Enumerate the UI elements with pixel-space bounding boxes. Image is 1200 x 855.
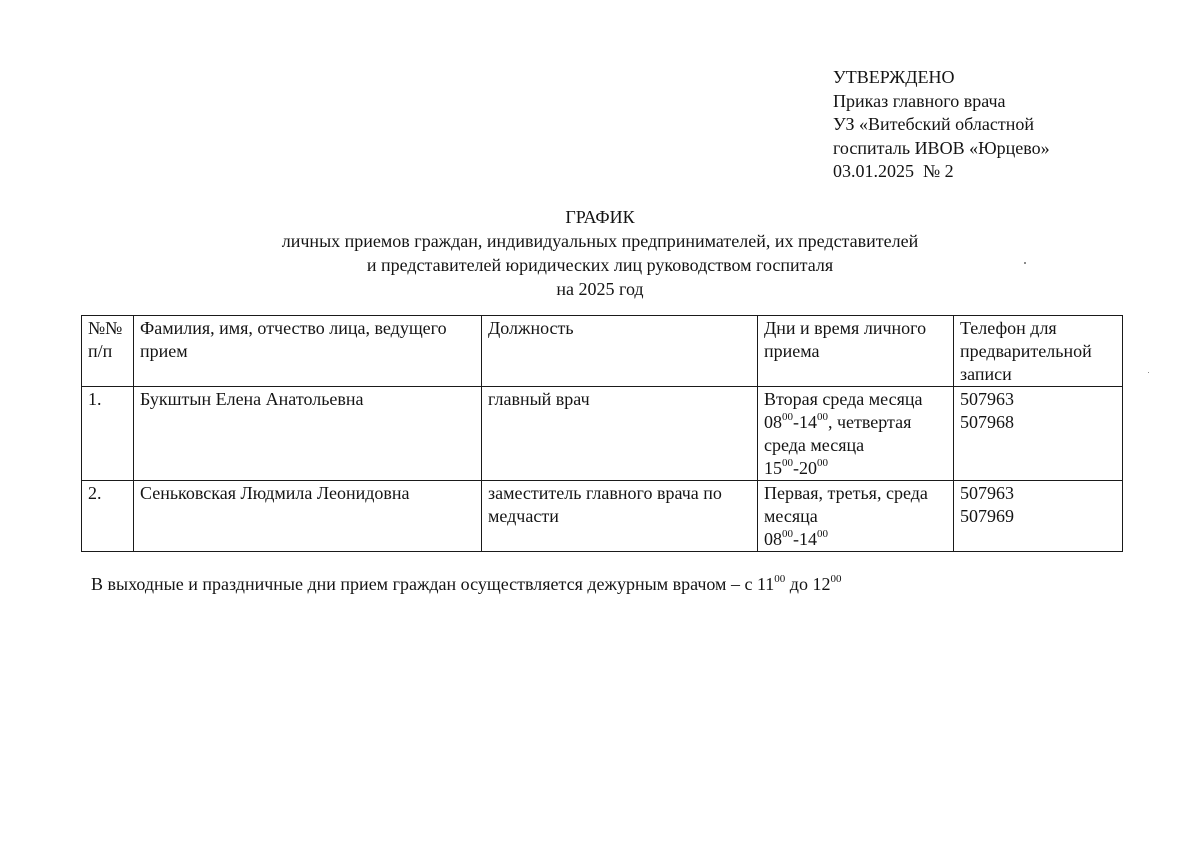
time-value: -14 [793, 412, 817, 432]
document-subtitle-line-2: и представителей юридических лиц руководством госпиталя [366, 255, 834, 275]
document-subtitle-year: на 2025 год [556, 279, 644, 299]
schedule-line [764, 528, 948, 551]
header-schedule: Дни и время личного приема [758, 316, 954, 387]
row-full-name: Сеньковская Людмила Леонидовна [134, 481, 482, 552]
time-minutes: 00 [817, 411, 828, 423]
approval-order-line: Приказ главного врача [833, 90, 1006, 111]
schedule-line: Вторая среда месяца [764, 389, 923, 409]
note-time-minutes: 00 [830, 573, 842, 585]
table-row [82, 387, 1123, 481]
time-value: 15 [764, 458, 782, 478]
document-title-block [160, 205, 1040, 301]
row-phone [954, 481, 1123, 552]
phone-number: 507969 [960, 506, 1014, 526]
phone-number: 507963 [960, 389, 1014, 409]
header-position: Должность [482, 316, 758, 387]
schedule-line [764, 457, 948, 480]
approval-heading: УТВЕРЖДЕНО [833, 67, 955, 87]
header-phone: Телефон для предварительной записи [954, 316, 1123, 387]
time-value: -14 [793, 529, 817, 549]
scan-speck [1148, 372, 1149, 373]
time-minutes: 00 [782, 457, 793, 469]
time-minutes: 00 [782, 528, 793, 540]
scan-speck [1024, 262, 1026, 264]
row-number: 2. [82, 481, 134, 552]
schedule-line: среда месяца [764, 435, 865, 455]
note-text: до 12 [785, 574, 831, 594]
row-schedule [758, 387, 954, 481]
document-subtitle-line-1: личных приемов граждан, индивидуальных предпринимателей, их представителей [281, 231, 919, 251]
time-value: 08 [764, 529, 782, 549]
approval-institution-line: УЗ «Витебский областной [833, 114, 1034, 134]
note-time-minutes: 00 [774, 573, 786, 585]
table-header-row [82, 316, 1123, 387]
reception-schedule-table [81, 315, 1123, 552]
time-minutes: 00 [817, 457, 828, 469]
phone-number: 507968 [960, 412, 1014, 432]
table-row [82, 481, 1123, 552]
time-minutes: 00 [817, 528, 828, 540]
header-number: №№ п/п [82, 316, 134, 387]
phone-number: 507963 [960, 483, 1014, 503]
time-value: -20 [793, 458, 817, 478]
row-phone [954, 387, 1123, 481]
time-value: 08 [764, 412, 782, 432]
schedule-text: , четвертая [828, 412, 912, 432]
document-heading: ГРАФИК [565, 207, 635, 227]
row-position: заместитель главного врача по медчасти [482, 481, 758, 552]
schedule-line: месяца [764, 506, 818, 526]
approval-institution-line-2: госпиталь ИВОВ «Юрцево» [833, 137, 1050, 158]
row-schedule [758, 481, 954, 552]
note-text: В выходные и праздничные дни прием граждан осуществляется дежурным врачом – с 11 [91, 574, 775, 594]
schedule-line [764, 411, 948, 434]
approval-date-number: 03.01.2025 № 2 [833, 161, 954, 181]
weekend-reception-note [91, 573, 841, 596]
header-full-name: Фамилия, имя, отчество лица, ведущего прием [134, 316, 482, 387]
row-position: главный врач [482, 387, 758, 481]
schedule-line: Первая, третья, среда [764, 483, 928, 503]
approval-stamp-block [833, 66, 1050, 184]
time-minutes: 00 [782, 411, 793, 423]
row-number: 1. [82, 387, 134, 481]
row-full-name: Букштын Елена Анатольевна [134, 387, 482, 481]
